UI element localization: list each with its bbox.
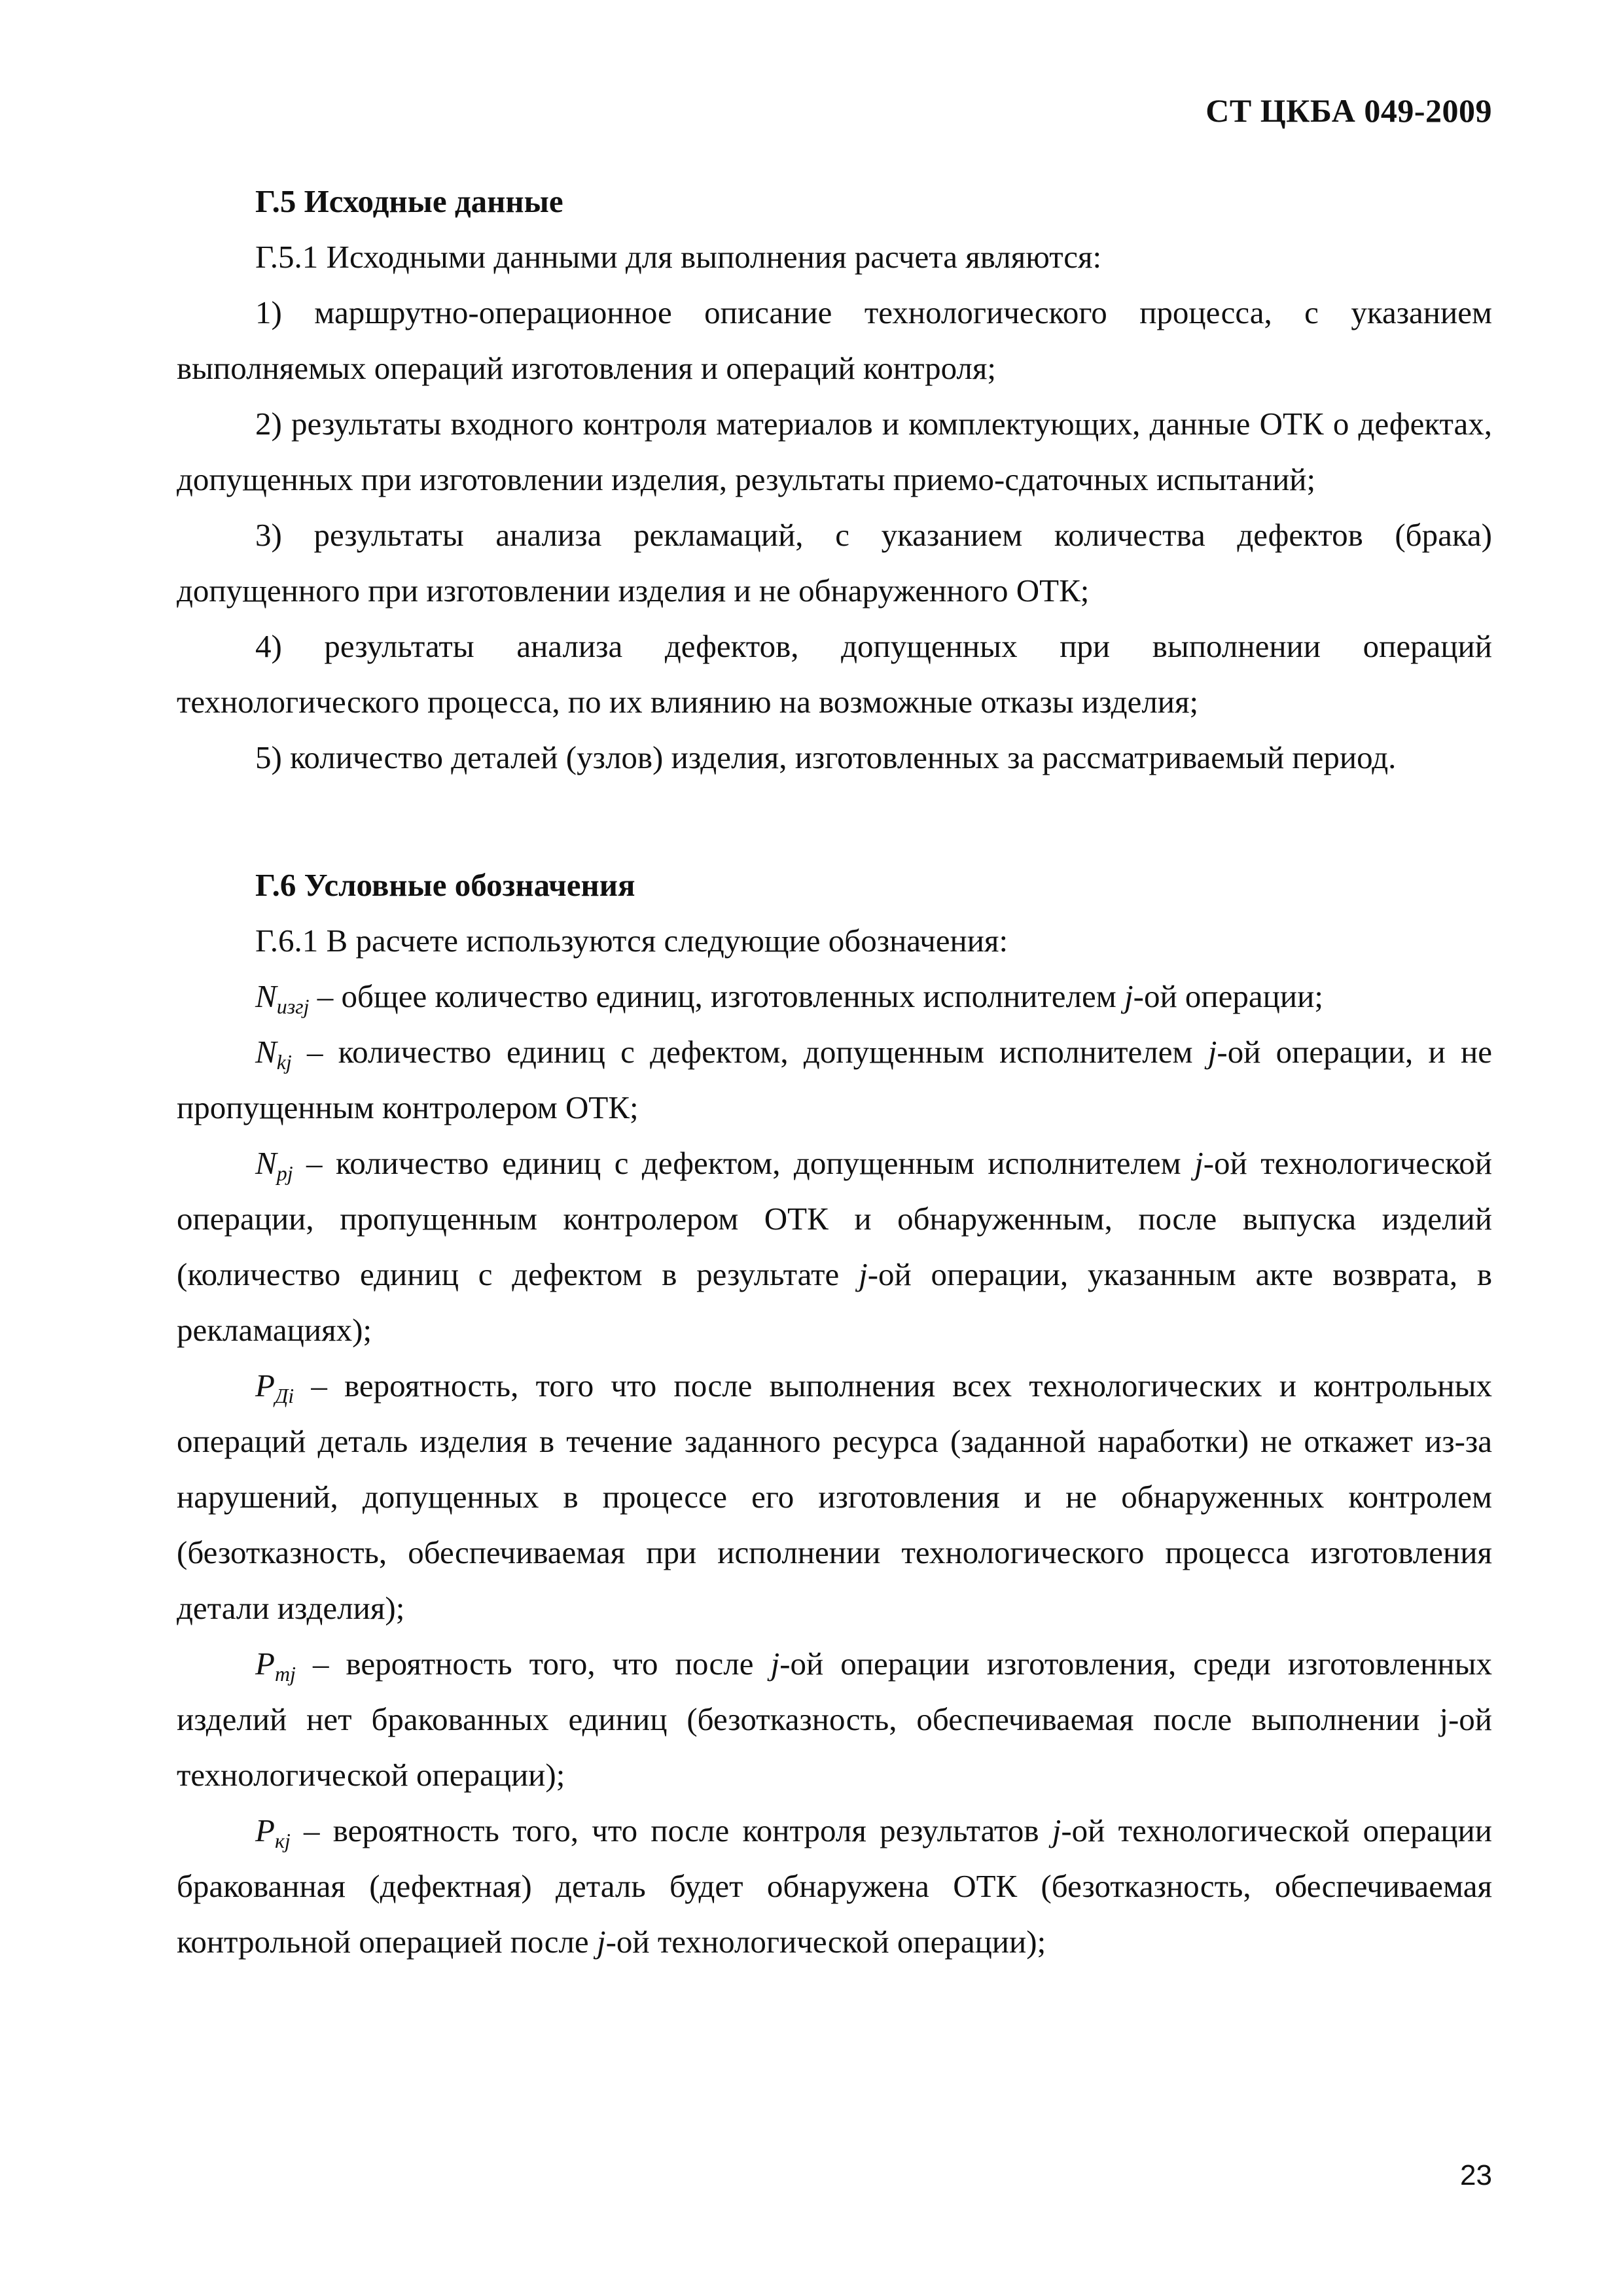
section-intro-g5: Г.5.1 Исходными данными для выполнения расчета являются: bbox=[255, 239, 1102, 275]
list-item-g5-5: 5) количество деталей (узлов) изделия, изготовленных за рассматриваемый период. bbox=[255, 739, 1397, 775]
symbol: $P_{тj}$ bbox=[255, 1646, 296, 1686]
definition-p-kj: $P_{кj}$ – вероятность того, что после контроля результатов j-ой технологической операции бракованная (дефектная) деталь будет обнаружена ОТК (безотказность, обеспечиваемая контрольной операцией после j-ой технологической операции); bbox=[177, 1812, 1492, 1960]
page-number: 23 bbox=[1460, 2159, 1492, 2191]
definition-p-di: $P_{Дi}$ – вероятность, того что после выполнения всех технологических и контрольных операций деталь изделия в течение заданного ресурса (заданной наработки) не откажет из-за нарушений, допущенных в процессе его изготовления и не обнаруженных контролем (безотказность, обеспечиваемая при исполнении технологического процесса изготовления детали изделия); bbox=[177, 1368, 1492, 1626]
definition-p-tj: $P_{тj}$ – вероятность того, что после j-ой операции изготовления, среди изготовленных изделий нет бракованных единиц (безотказность, обеспечиваемая после выполнении j-ой технологической операции); bbox=[177, 1646, 1492, 1793]
symbol: $N_{изгj}$ bbox=[255, 978, 310, 1018]
page-content bbox=[177, 173, 1492, 1969]
list-item-g5-1: 1) маршрутно-операционное описание технологического процесса, с указанием выполняемых операций изготовления и операций контроля; bbox=[177, 294, 1492, 386]
symbol: $P_{кj}$ bbox=[255, 1812, 291, 1852]
section-heading-g6: Г.6 Условные обозначения bbox=[255, 867, 635, 903]
list-item-g5-2: 2) результаты входного контроля материалов и комплектующих, данные ОТК о дефектах, допущенных при изготовлении изделия, результаты приемо-сдаточных испытаний; bbox=[177, 406, 1492, 497]
definition-n-izg: $N_{изгj}$ – общее количество единиц, изготовленных исполнителем j-ой операции; bbox=[255, 978, 1323, 1018]
document-code: СТ ЦКБА 049-2009 bbox=[1205, 92, 1492, 129]
definition-n-pj: $N_{pj}$ – количество единиц с дефектом, допущенным исполнителем j-ой технологической операции, пропущенным контролером ОТК и обнаруженным, после выпуска изделий (количество единиц с дефектом в результате j-ой операции, указанным акте возврата, в рекламациях); bbox=[177, 1145, 1492, 1348]
symbol: $P_{Дi}$ bbox=[255, 1368, 294, 1407]
symbol: $N_{kj}$ bbox=[255, 1034, 292, 1074]
section-intro-g6: Г.6.1 В расчете используются следующие обозначения: bbox=[255, 923, 1008, 959]
section-heading-g5: Г.5 Исходные данные bbox=[255, 183, 563, 219]
definition-n-kj: $N_{kj}$ – количество единиц с дефектом, допущенным исполнителем j-ой операции, и не пропущенным контролером ОТК; bbox=[177, 1034, 1493, 1125]
symbol: $N_{pj}$ bbox=[255, 1145, 293, 1185]
list-item-g5-4: 4) результаты анализа дефектов, допущенных при выполнении операций технологического процесса, по их влиянию на возможные отказы изделия; bbox=[177, 628, 1492, 720]
list-item-g5-3: 3) результаты анализа рекламаций, с указанием количества дефектов (брака) допущенного при изготовлении изделия и не обнаруженного ОТК; bbox=[177, 517, 1492, 609]
